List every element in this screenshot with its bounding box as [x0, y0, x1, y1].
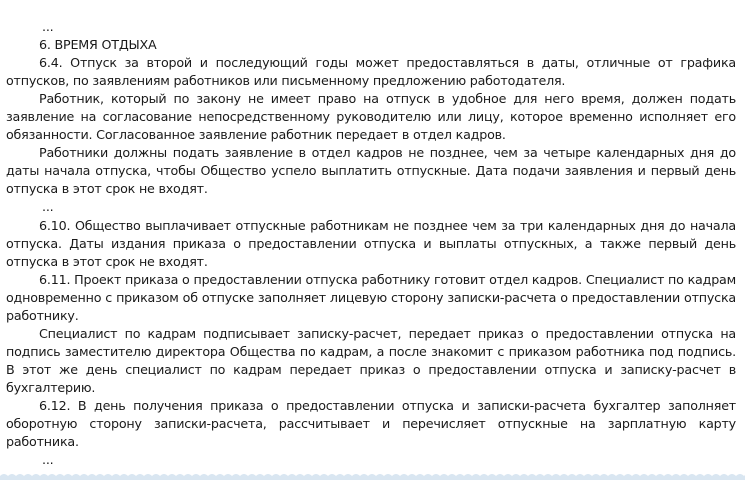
- paragraph-application-deadline: Работники должны подать заявление в отдел кадров не позднее, чем за четыре календарных дня до даты начала отпуска, чтобы Общество успело выплатить отпускные. Дата подачи заявления и первый день отпуска в этот срок не входят.: [6, 145, 736, 197]
- paragraph-6-4: 6.4. Отпуск за второй и последующий годы может предоставляться в даты, отличные от графика отпусков, по заявлениям работников или письменному предложению работодателя.: [6, 55, 736, 89]
- torn-edge-decoration: [0, 470, 745, 480]
- ellipsis-middle: ...: [42, 199, 54, 215]
- section-heading: 6. ВРЕМЯ ОТДЫХА: [39, 37, 157, 53]
- paragraph-hr-specialist: Специалист по кадрам подписывает записку-расчет, передает приказ о предоставлении отпуска на подпись заместителю директора Общества по кадрам, а после знакомит с приказом работника под подпись. В этот же день специалист по кадрам передает приказ о предоставлении отпуска и записку-расчет в бухгалтерию.: [6, 325, 736, 395]
- ellipsis-bottom: ...: [42, 452, 54, 468]
- document-body: [6, 18, 736, 469]
- paragraph-6-10: 6.10. Общество выплачивает отпускные работникам не позднее чем за три календарных дня до начала отпуска. Даты издания приказа о предоставлении отпуска и выплаты отпускных, а также первый день отпуска в этот срок не входят.: [6, 217, 736, 269]
- paragraph-6-11: 6.11. Проект приказа о предоставлении отпуска работнику готовит отдел кадров. Специалист по кадрам одновременно с приказом об отпуске заполняет лицевую сторону записки-расчета о предоставлении отпуска работнику.: [6, 271, 736, 323]
- paragraph-6-12: 6.12. В день получения приказа о предоставлении отпуска и записки-расчета бухгалтер заполняет оборотную сторону записки-расчета, рассчитывает и перечисляет отпускные на зарплатную карту работника.: [6, 397, 736, 450]
- ellipsis-top: ...: [42, 19, 54, 34]
- paragraph-employee-application: Работник, который по закону не имеет право на отпуск в удобное для него время, должен подать заявление на согласование непосредственному руководителю или лицу, которое временно исполняет его обязанности. Согласованное заявление работник передает в отдел кадров.: [6, 91, 736, 143]
